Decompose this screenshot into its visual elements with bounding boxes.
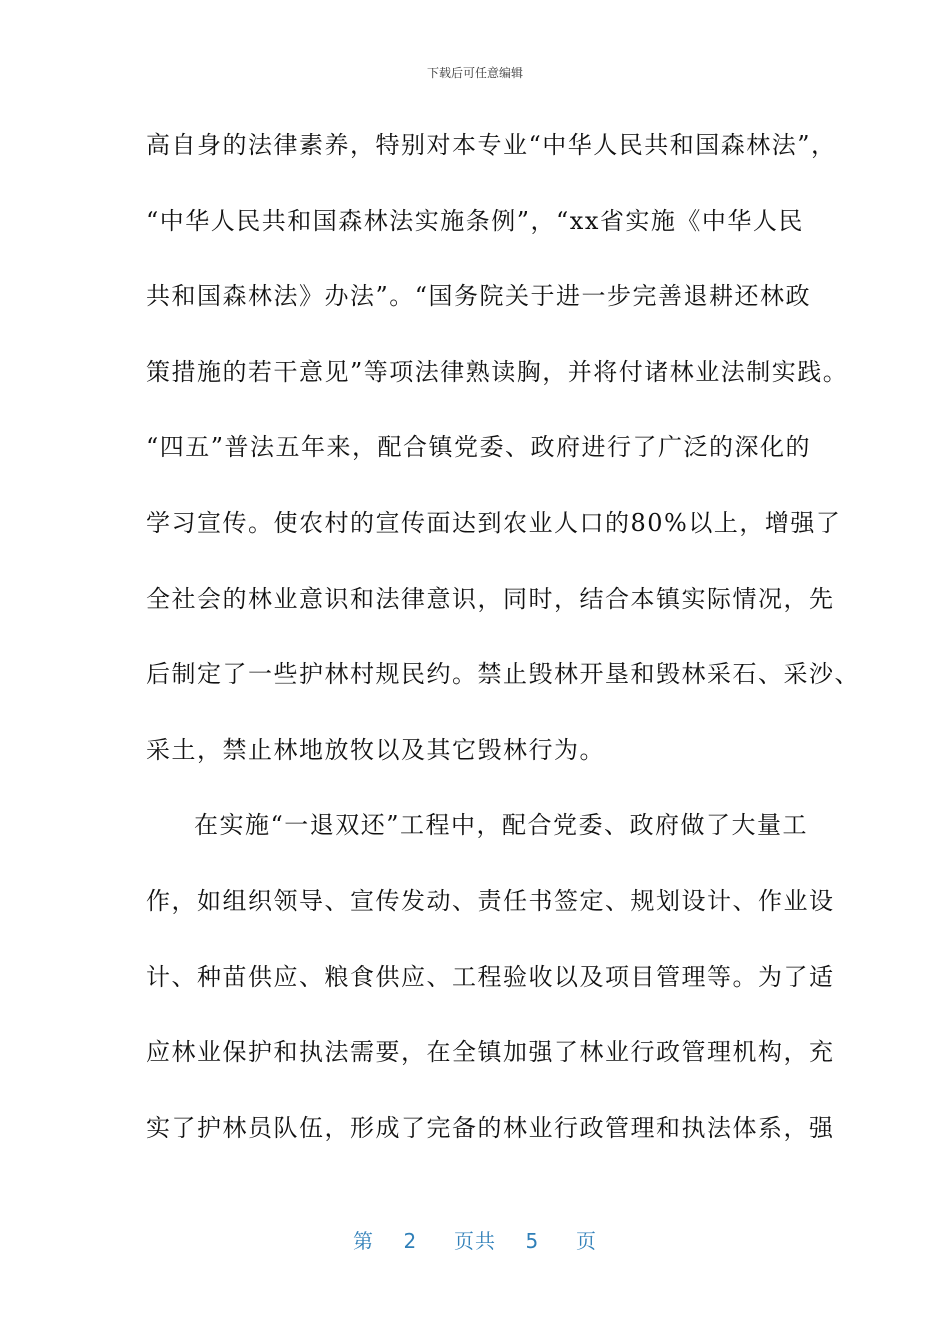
text-line: 计、种苗供应、粮食供应、工程验收以及项目管理等。为了适: [146, 962, 835, 991]
current-page-number: 2: [403, 1229, 418, 1253]
paragraph-start-line: 在实施“一退双还”工程中，配合党委、政府做了大量工: [194, 811, 809, 840]
text-line: 全社会的林业意识和法律意识，同时，结合本镇实际情况，先: [146, 584, 835, 613]
text-line: 采土，禁止林地放牧以及其它毁林行为。: [146, 735, 605, 764]
page-header-note: 下载后可任意编辑: [426, 66, 523, 80]
text-line: “四五”普法五年来，配合镇党委、政府进行了广泛的深化的: [146, 433, 812, 462]
text-line: 后制定了一些护林村规民约。禁止毁林开垦和毁林采石、采沙、: [146, 660, 860, 689]
text-line: 实了护林员队伍，形成了完备的林业行政管理和执法体系，强: [146, 1113, 835, 1142]
text-line: 高自身的法律素养，特别对本专业“中华人民共和国森林法”，: [146, 131, 837, 159]
page-number-footer: [0, 1225, 950, 1254]
document-body: [146, 120, 860, 1178]
footer-label-page: 第: [353, 1229, 375, 1253]
footer-label-end: 页: [575, 1229, 597, 1253]
footer-label-total: 页共: [454, 1229, 496, 1253]
text-line: 作，如组织领导、宣传发动、责任书签定、规划设计、作业设: [146, 886, 835, 915]
text-line: 学习宣传。使农村的宣传面达到农业人口的80%以上，增强了: [146, 508, 842, 537]
text-line: 共和国森林法》办法”。“国务院关于进一步完善退耕还林政: [146, 282, 812, 311]
text-line: 策措施的若干意见”等项法律熟读胸，并将付诸林业法制实践。: [146, 357, 849, 386]
text-line: 应林业保护和执法需要，在全镇加强了林业行政管理机构，充: [146, 1038, 835, 1067]
text-line: “中华人民共和国森林法实施条例”，“xx省实施《中华人民: [146, 206, 804, 235]
total-pages-number: 5: [525, 1229, 540, 1253]
